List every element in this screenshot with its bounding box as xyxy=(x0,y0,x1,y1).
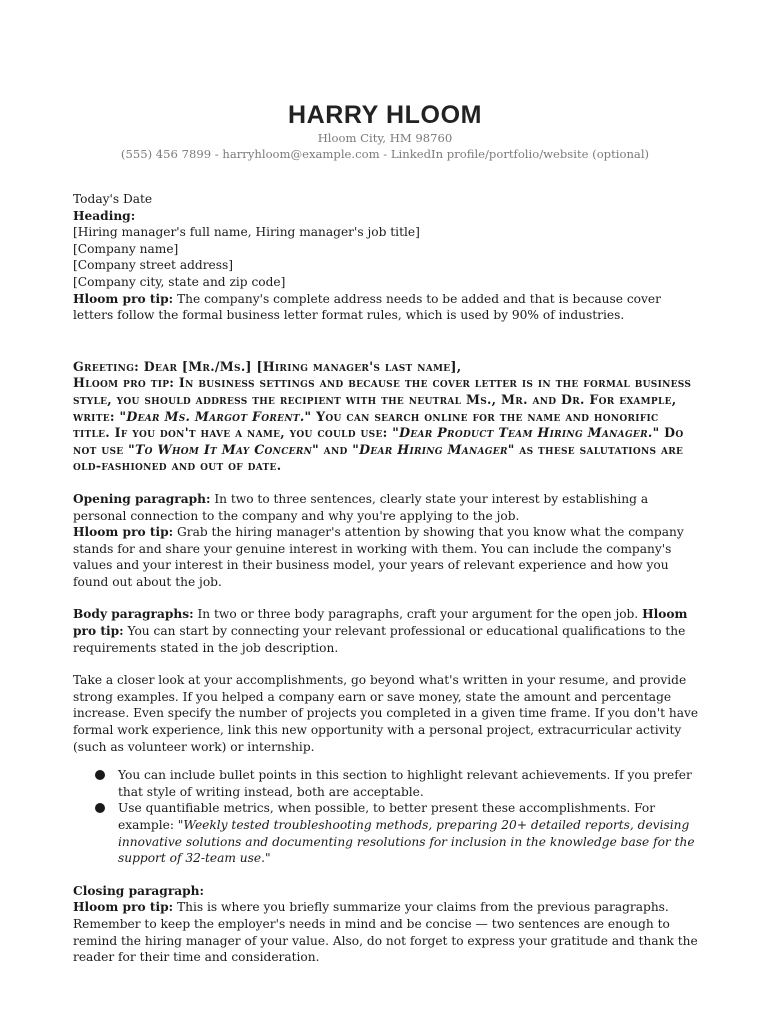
closing-tip: Hloom pro tip: This is where you briefly summarize your claims from the previous paragraphs. Remember to keep the employer's needs in mind and be concise — two sentences are enough to remind the hiring manager of your value. Also, do not forget to express your gratitude and thank the reader for their time and consideration. xyxy=(73,900,698,965)
closing-label: Closing paragraph: xyxy=(73,883,205,898)
date-line: Today's Date xyxy=(73,192,153,206)
list-item: You can include bullet points in this section to highlight relevant achievements. If you prefer that style of writing instead, both are acceptable. xyxy=(73,767,699,800)
bullet-list xyxy=(73,767,699,867)
greeting-line: Greeting: Dear [Mr./Ms.] [Hiring manager's last name], xyxy=(73,358,462,374)
letter-body xyxy=(73,191,699,966)
tip-label: Hloom pro tip: xyxy=(73,525,174,540)
bullet-icon xyxy=(95,803,105,813)
heading-tip: Hloom pro tip: The company's complete address needs to be added and that is because cover letters follow the formal business letter format rules, which is used by 90% of industries. xyxy=(73,291,661,323)
tip-label: Hloom pro tip: xyxy=(73,900,174,915)
list-item: Use quantifiable metrics, when possible, to better present these accomplishments. For example: "Weekly tested troubleshooting methods, preparing 20+ detailed reports, devising innovative solutions and documenting resolutions for inclusion in the knowledge base for the support of 32-team use." xyxy=(73,800,699,866)
applicant-address: Hloom City, HM 98760 xyxy=(317,131,453,145)
body-paragraph-2: Take a closer look at your accomplishments, go beyond what's written in your resume, and provide strong examples. If you helped a company earn or save money, state the amount and percentage increase. Even specify the number of projects you completed in a given time frame. If you don't have formal work experience, link this new opportunity with a personal project, extracurricular activity (such as volunteer work) or internship. xyxy=(73,673,699,754)
heading-label: Heading: xyxy=(73,208,136,223)
opening-tip: Hloom pro tip: Grab the hiring manager's attention by showing that you know what the company stands for and share your genuine interest in working with them. You can include the company's values and your interest in their business model, your years of relevant experience and how you found out about the job. xyxy=(73,525,684,589)
opening-paragraph: Opening paragraph: In two to three sentences, clearly state your interest by establishing a personal connection to the company and why you're applying to the job. xyxy=(73,491,649,523)
heading-line-3: [Company street address] xyxy=(73,258,233,273)
body-paragraphs: Body paragraphs: In two or three body paragraphs, craft your argument for the open job. Hloom pro tip: You can start by connecting your relevant professional or educational qualifications to the requirements stated in the job description. xyxy=(73,607,688,655)
opening-label: Opening paragraph: xyxy=(73,491,211,506)
resume-header xyxy=(0,100,770,162)
greeting-tip: Hloom pro tip: In business settings and because the cover letter is in the formal business style, you should address the recipient with the neutral Ms., Mr. and Dr. For example, write: "Dear Ms. Margot Forent." You can search online for the name and honorific title. If you don't have a name, you could use: "Dear Product Team Hiring Manager." Do not use "To Whom It May Concern" and "Dear Hiring Manager" as these salutations are old-fashioned and out of date. xyxy=(73,375,692,474)
tip-label: Hloom pro tip: xyxy=(73,291,174,306)
tip-label: Hloom pro tip: xyxy=(73,607,688,639)
bullet-icon xyxy=(95,770,105,780)
applicant-contact: (555) 456 7899 - harryhloom@example.com - LinkedIn profile/portfolio/website (optional) xyxy=(120,147,650,161)
heading-line-1: [Hiring manager's full name, Hiring manager's job title] xyxy=(73,225,420,240)
heading-line-4: [Company city, state and zip code] xyxy=(73,274,286,289)
applicant-name: HARRY HLOOM xyxy=(287,101,483,129)
heading-line-2: [Company name] xyxy=(73,241,179,256)
body-label: Body paragraphs: xyxy=(73,607,194,622)
greeting-section xyxy=(73,359,699,475)
